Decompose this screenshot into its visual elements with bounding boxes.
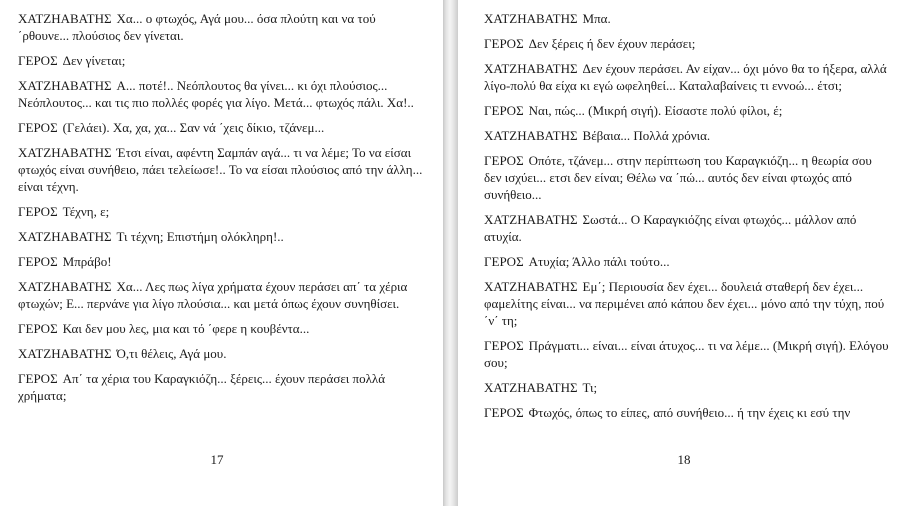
speaker-name: ΧΑΤΖΗΑΒΑΤΗΣ bbox=[18, 78, 112, 93]
page-number: 17 bbox=[210, 452, 224, 467]
speaker-name: ΓΕΡΟΣ bbox=[18, 53, 58, 68]
dialogue-text: Τέχνη, ε; bbox=[62, 204, 110, 219]
speaker-name: ΧΑΤΖΗΑΒΑΤΗΣ bbox=[18, 229, 112, 244]
speaker-name: ΓΕΡΟΣ bbox=[18, 371, 58, 386]
dialogue-line bbox=[484, 10, 889, 27]
dialogue-line bbox=[18, 370, 423, 404]
speaker-name: ΓΕΡΟΣ bbox=[18, 254, 58, 269]
speaker-name: ΓΕΡΟΣ bbox=[18, 321, 58, 336]
dialogue-line bbox=[18, 52, 423, 69]
page-17 bbox=[0, 0, 443, 506]
dialogue-text: Μπράβο! bbox=[62, 254, 112, 269]
speaker-name: ΧΑΤΖΗΑΒΑΤΗΣ bbox=[18, 279, 112, 294]
dialogue-line bbox=[484, 60, 889, 94]
dialogue-text: Α... ποτέ!.. Νεόπλουτος θα γίνει... κι όχι πλούσιος... Νεόπλουτος... και τις πιο πολλές φορές για λίγο. Μετά... φτωχός πάλι. Χα!.. bbox=[18, 78, 414, 110]
speaker-name: ΓΕΡΟΣ bbox=[18, 120, 58, 135]
dialogue-text: (Γελάει). Χα, χα, χα... Σαν νά ΄χεις δίκιο, τζάνεμ... bbox=[62, 120, 325, 135]
page-body bbox=[484, 10, 889, 421]
dialogue-text: Δεν γίνεται; bbox=[62, 53, 126, 68]
dialogue-line bbox=[484, 379, 889, 396]
dialogue-text: Ναι, πώς... (Μικρή σιγή). Είσαστε πολύ φίλοι, έ; bbox=[528, 103, 783, 118]
speaker-name: ΧΑΤΖΗΑΒΑΤΗΣ bbox=[484, 279, 578, 294]
dialogue-text: Δεν ξέρεις ή δεν έχουν περάσει; bbox=[528, 36, 696, 51]
dialogue-line bbox=[18, 228, 423, 245]
dialogue-line bbox=[484, 35, 889, 52]
dialogue-line bbox=[18, 203, 423, 220]
dialogue-line bbox=[484, 102, 889, 119]
speaker-name: ΓΕΡΟΣ bbox=[484, 338, 524, 353]
speaker-name: ΧΑΤΖΗΑΒΑΤΗΣ bbox=[484, 11, 578, 26]
dialogue-line bbox=[18, 77, 423, 111]
dialogue-text: Ό,τι θέλεις, Αγά μου. bbox=[116, 346, 227, 361]
dialogue-text: Τι; bbox=[582, 380, 598, 395]
speaker-name: ΧΑΤΖΗΑΒΑΤΗΣ bbox=[18, 145, 112, 160]
dialogue-line bbox=[484, 337, 889, 371]
speaker-name: ΧΑΤΖΗΑΒΑΤΗΣ bbox=[18, 346, 112, 361]
dialogue-text: Δεν έχουν περάσει. Αν είχαν... όχι μόνο θα το ήξερα, αλλά λίγο-πολύ θα είχα κι εγώ ωφεληθεί... Καταλαβαίνεις τι εννοώ... έτσι; bbox=[484, 61, 887, 93]
dialogue-text: Οπότε, τζάνεμ... στην περίπτωση του Καραγκιόζη... η θεωρία σου δεν ισχύει... ετσι δεν είναι; Θέλω να ΄πώ... αυτός δεν είναι φτωχός από συνήθειο... bbox=[484, 153, 872, 202]
dialogue-line bbox=[484, 211, 889, 245]
speaker-name: ΓΕΡΟΣ bbox=[484, 36, 524, 51]
dialogue-text: Βέβαια... Πολλά χρόνια. bbox=[582, 128, 711, 143]
speaker-name: ΓΕΡΟΣ bbox=[484, 254, 524, 269]
dialogue-line bbox=[18, 144, 423, 195]
dialogue-text: Εμ΄; Περιουσία δεν έχει... δουλειά σταθερή δεν έχει... φαμελίτης είναι... να περιμένει από κάπου δεν έχει... μόνο από την τύχη, πού ΄ν΄ τη; bbox=[484, 279, 885, 328]
speaker-name: ΧΑΤΖΗΑΒΑΤΗΣ bbox=[484, 380, 578, 395]
page-body bbox=[18, 10, 423, 404]
dialogue-text: Έτσι είναι, αφέντη Σαμπάν αγά... τι να λέμε; Το να είσαι φτωχός είναι συνήθειο, πάει τελείωσε!.. Το να είσαι πλούσιος από την άλλη... είναι τέχνη. bbox=[18, 145, 423, 194]
speaker-name: ΓΕΡΟΣ bbox=[484, 103, 524, 118]
dialogue-line bbox=[18, 119, 423, 136]
dialogue-text: Χα... ο φτωχός, Αγά μου... όσα πλούτη και να τού ΄ρθουνε... πλούσιος δεν γίνεται. bbox=[18, 11, 376, 43]
speaker-name: ΧΑΤΖΗΑΒΑΤΗΣ bbox=[484, 61, 578, 76]
dialogue-line bbox=[484, 152, 889, 203]
speaker-name: ΓΕΡΟΣ bbox=[18, 204, 58, 219]
dialogue-line bbox=[484, 253, 889, 270]
speaker-name: ΓΕΡΟΣ bbox=[484, 405, 524, 420]
dialogue-text: Τι τέχνη; Επιστήμη ολόκληρη!.. bbox=[116, 229, 284, 244]
dialogue-line bbox=[18, 10, 423, 44]
dialogue-line bbox=[18, 320, 423, 337]
dialogue-text: Μπα. bbox=[582, 11, 611, 26]
page-number: 18 bbox=[677, 452, 691, 467]
speaker-name: ΧΑΤΖΗΑΒΑΤΗΣ bbox=[484, 128, 578, 143]
dialogue-line bbox=[18, 345, 423, 362]
dialogue-line bbox=[484, 127, 889, 144]
speaker-name: ΧΑΤΖΗΑΒΑΤΗΣ bbox=[484, 212, 578, 227]
dialogue-line bbox=[18, 253, 423, 270]
dialogue-text: Και δεν μου λες, μια και τό ΄φερε η κουβέντα... bbox=[62, 321, 310, 336]
dialogue-text: Σωστά... Ο Καραγκιόζης είναι φτωχός... μάλλον από ατυχία. bbox=[484, 212, 857, 244]
dialogue-text: Ατυχία; Άλλο πάλι τούτο... bbox=[528, 254, 670, 269]
page-gutter bbox=[443, 0, 458, 506]
speaker-name: ΧΑΤΖΗΑΒΑΤΗΣ bbox=[18, 11, 112, 26]
dialogue-text: Πράγματι... είναι... είναι άτυχος... τι να λέμε... (Μικρή σιγή). Ελόγου σου; bbox=[484, 338, 889, 370]
dialogue-text: Φτωχός, όπως το είπες, από συνήθειο... ή την έχεις κι εσύ την bbox=[528, 405, 851, 420]
dialogue-text: Απ΄ τα χέρια του Καραγκιόζη... ξέρεις... έχουν περάσει πολλά χρήματα; bbox=[18, 371, 386, 403]
speaker-name: ΓΕΡΟΣ bbox=[484, 153, 524, 168]
dialogue-line bbox=[484, 278, 889, 329]
dialogue-text: Χα... Λες πως λίγα χρήματα έχουν περάσει απ΄ τα χέρια φτωχών; Ε... περνάνε για λίγο πλούσια... και μετά όπως έχουν συνηθίσει. bbox=[18, 279, 408, 311]
page-18 bbox=[458, 0, 901, 506]
dialogue-line bbox=[484, 404, 889, 421]
dialogue-line bbox=[18, 278, 423, 312]
